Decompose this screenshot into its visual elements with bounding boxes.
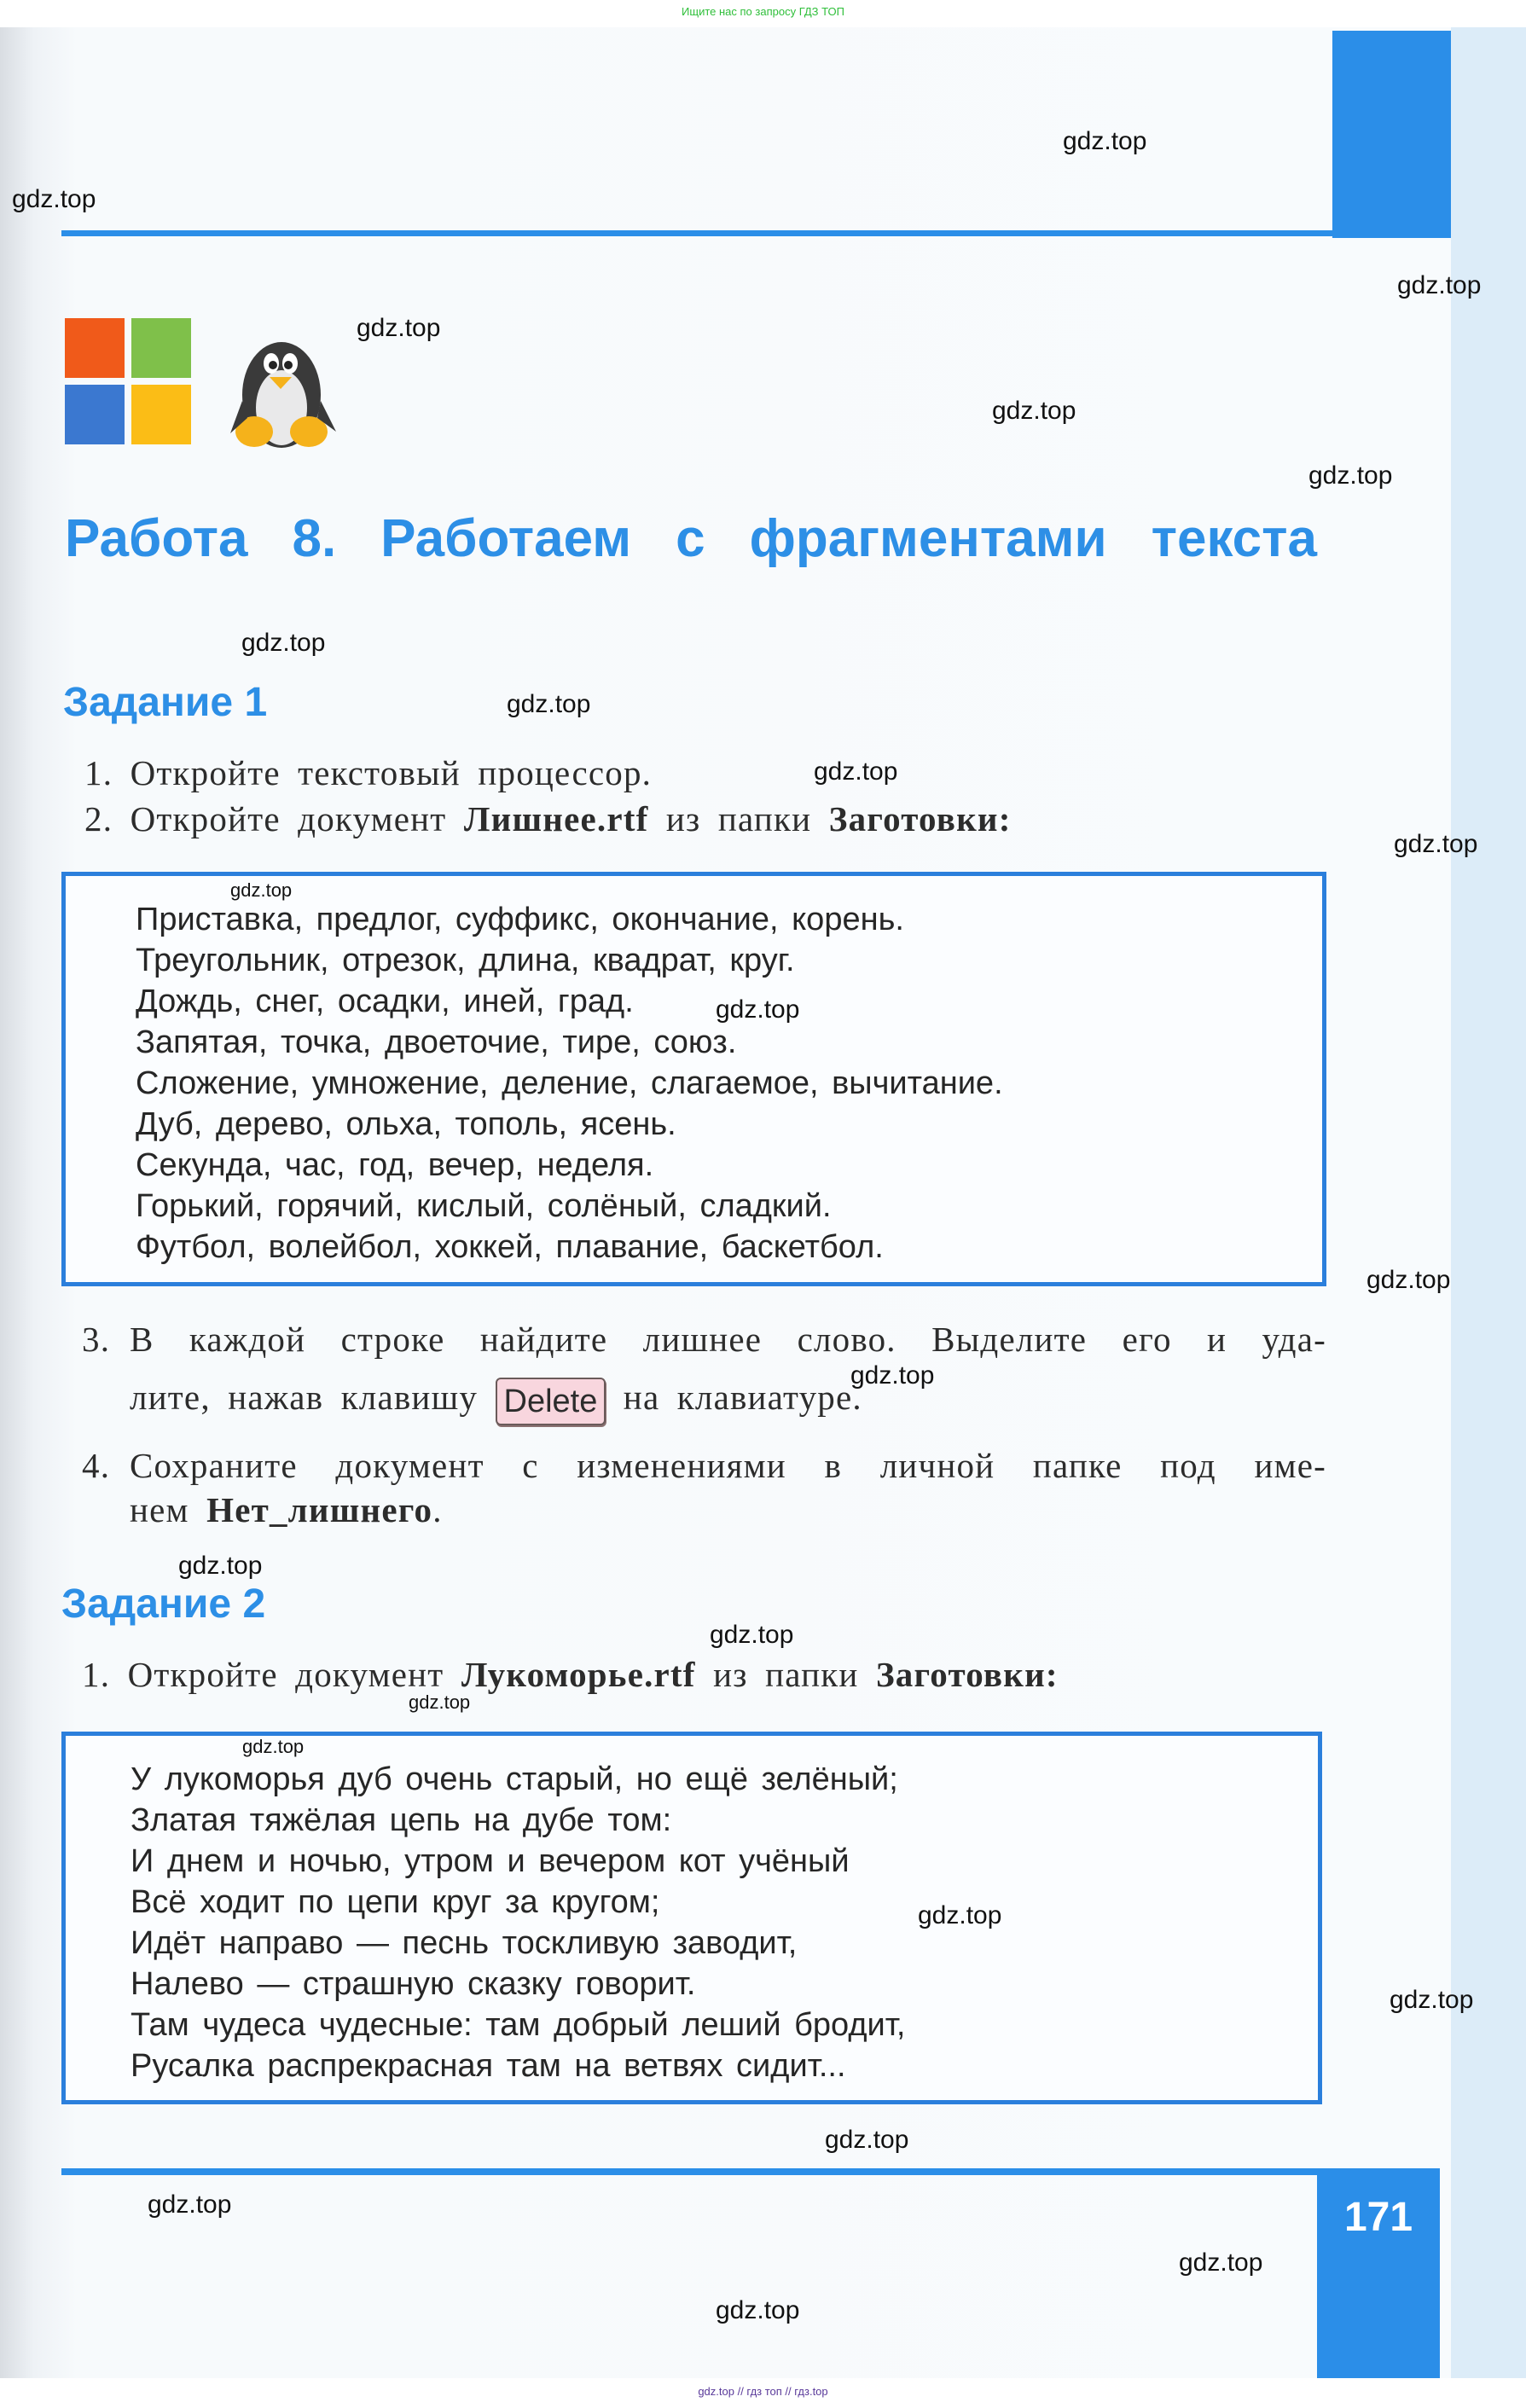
page-title: Работа 8. Работаем с фрагментами текста: [65, 509, 1317, 568]
watermark: gdz.top: [507, 690, 591, 718]
watermark: gdz.top: [230, 879, 293, 901]
watermark: gdz.top: [716, 2296, 800, 2324]
watermark: gdz.top: [1390, 1986, 1474, 2014]
box-line: И днем и ночью, утром и вечером кот учёный: [131, 1843, 850, 1879]
watermark: gdz.top: [1179, 2248, 1263, 2277]
box-line: Налево — страшную сказку говорит.: [131, 1966, 696, 2002]
header-tab-block: [1332, 31, 1451, 238]
watermark: gdz.top: [850, 1361, 935, 1390]
watermark: gdz.top: [1397, 271, 1482, 299]
watermark: gdz.top: [1366, 1266, 1451, 1294]
watermark: gdz.top: [992, 397, 1076, 425]
windows-logo-icon: [65, 318, 192, 445]
task-1-heading: Задание 1: [63, 680, 268, 725]
task-2-heading: Задание 2: [61, 1581, 266, 1627]
watermark: gdz.top: [1063, 127, 1147, 155]
top-banner[interactable]: Ищите нас по запросу ГДЗ ТОП: [682, 5, 844, 18]
box-line: Горький, горячий, кислый, солёный, сладкий.: [136, 1188, 832, 1224]
watermark: gdz.top: [1308, 461, 1393, 490]
box-line: Приставка, предлог, суффикс, окончание, корень.: [136, 902, 904, 937]
task-2-step-1: 1. Откройте документ Лукоморье.rtf из папки Заготовки:: [82, 1655, 1059, 1694]
linux-penguin-icon: [229, 322, 339, 450]
task-2-document-box: [61, 1732, 1322, 2104]
task-1-step-2: 2. Откройте документ Лишнее.rtf из папки Заготовки:: [84, 799, 1012, 838]
watermark: gdz.top: [710, 1621, 794, 1649]
task-1-step-1: 1. Откройте текстовый процессор.: [84, 753, 653, 792]
page-edge-strip: [1451, 27, 1526, 2378]
watermark: gdz.top: [918, 1901, 1002, 1929]
box-line: Запятая, точка, двоеточие, тире, союз.: [136, 1024, 737, 1060]
box-line: Златая тяжёлая цепь на дубе том:: [131, 1802, 672, 1838]
box-line: Дуб, дерево, ольха, тополь, ясень.: [136, 1106, 676, 1142]
footer-rule: [61, 2168, 1440, 2175]
task-1-step-3-line-1: В каждой строке найдите лишнее слово. Выделите его и уда-: [130, 1320, 1326, 1359]
box-line: Там чудеса чудесные: там добрый леший бродит,: [131, 2007, 906, 2043]
watermark: gdz.top: [1394, 830, 1478, 858]
task-1-step-3-line-2: лите, нажав клавишу Delete на клавиатуре.: [130, 1377, 862, 1425]
watermark: gdz.top: [242, 1736, 305, 1757]
task-1-step-4-num: 4.: [82, 1446, 111, 1485]
watermark: gdz.top: [241, 629, 326, 657]
watermark: gdz.top: [148, 2190, 232, 2219]
watermark: gdz.top: [716, 995, 800, 1024]
bottom-banner[interactable]: gdz.top // гдз топ // гдз.top: [698, 2385, 828, 2398]
box-line: Футбол, волейбол, хоккей, плавание, баскетбол.: [136, 1229, 884, 1265]
delete-key: Delete: [496, 1378, 606, 1425]
box-line: Дождь, снег, осадки, иней, град.: [136, 984, 634, 1019]
task-1-document-box: [61, 872, 1326, 1286]
box-line: Идёт направо — песнь тоскливую заводит,: [131, 1925, 798, 1961]
box-line: Секунда, час, год, вечер, неделя.: [136, 1147, 654, 1183]
header-rule: [61, 230, 1332, 236]
box-line: Всё ходит по цепи круг за кругом;: [131, 1884, 660, 1920]
watermark: gdz.top: [825, 2126, 909, 2154]
task-1-step-4-line-2: нем Нет_лишнего.: [130, 1490, 443, 1529]
watermark: gdz.top: [357, 314, 441, 342]
box-line: У лукоморья дуб очень старый, но ещё зелёный;: [131, 1761, 898, 1797]
watermark: gdz.top: [178, 1552, 263, 1580]
box-line: Сложение, умножение, деление, слагаемое, вычитание.: [136, 1065, 1003, 1101]
task-1-step-4-line-1: Сохраните документ с изменениями в личной папке под име-: [130, 1446, 1326, 1485]
page-number: 171: [1343, 2195, 1413, 2240]
watermark: gdz.top: [409, 1691, 471, 1713]
box-line: Русалка распрекрасная там на ветвях сидит...: [131, 2048, 846, 2084]
box-line: Треугольник, отрезок, длина, квадрат, круг.: [136, 943, 795, 978]
watermark: gdz.top: [814, 757, 898, 786]
watermark: gdz.top: [12, 185, 96, 213]
